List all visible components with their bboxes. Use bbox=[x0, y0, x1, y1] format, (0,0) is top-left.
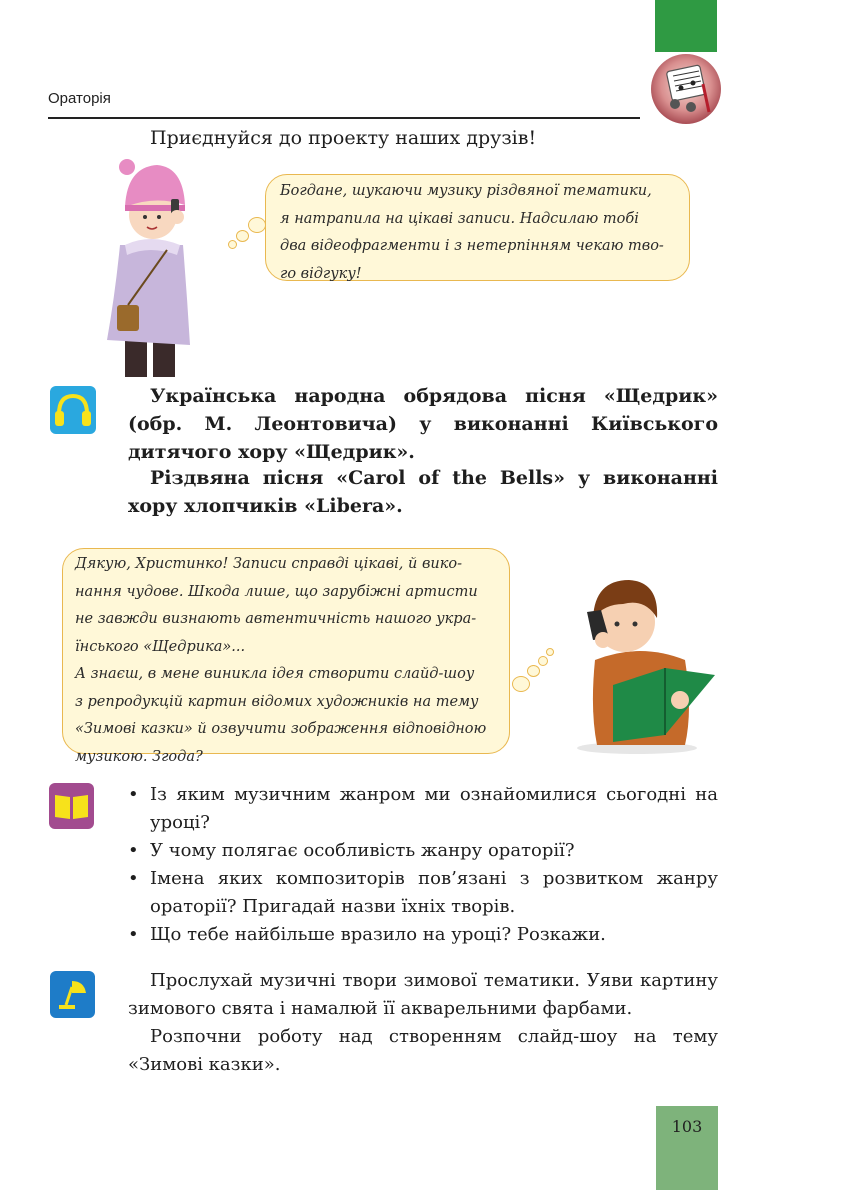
listening-song-1: Українська народна обрядова пісня «Щедрик» (обр. М. Леонтовича) у виконанні Київського дитячого хору «Щедрик». bbox=[128, 385, 718, 463]
header-divider bbox=[48, 117, 640, 119]
bubble-line: я натрапила на цікаві записи. Надсилаю тобі bbox=[280, 210, 639, 227]
open-book-icon bbox=[49, 783, 94, 829]
bubble-line: нання чудове. Шкода лише, що зарубіжні артисти bbox=[75, 583, 478, 600]
question-item: • Що тебе найбільше вразило на уроці? Розкажи. bbox=[128, 921, 718, 949]
bubble-dot bbox=[538, 656, 548, 666]
bubble-dot bbox=[546, 648, 554, 656]
boy-illustration bbox=[565, 560, 720, 755]
bubble-dot bbox=[527, 665, 540, 677]
girl-illustration bbox=[95, 155, 215, 377]
bubble-dot bbox=[236, 230, 249, 242]
review-questions-list bbox=[128, 781, 718, 949]
bubble-line: не завжди визнають автентичність нашого укра- bbox=[75, 611, 477, 627]
music-notes-badge-icon bbox=[651, 54, 721, 124]
question-item: • Із яким музичним жанром ми ознайомилися сьогодні на уроці? bbox=[128, 781, 718, 837]
section-title: Ораторія bbox=[48, 90, 111, 107]
boy-speech-bubble bbox=[62, 548, 510, 765]
bubble-line: музикою. Згода? bbox=[75, 748, 203, 765]
bubble-line: їнського «Щедрика»... bbox=[75, 638, 246, 655]
headphones-icon bbox=[50, 386, 96, 434]
bubble-line: А знаєш, в мене виникла ідея створити слайд-шоу bbox=[75, 666, 475, 682]
bubble-line: з репродукцій картин відомих художників на тему bbox=[75, 693, 479, 710]
bubble-line: Дякую, Христинко! Записи справді цікаві, й вико- bbox=[75, 556, 463, 572]
bubble-dot bbox=[228, 240, 237, 249]
bubble-line: Богдане, шукаючи музику різдвяної тематики, bbox=[280, 183, 652, 199]
bubble-dot bbox=[248, 217, 266, 233]
bubble-line: два відеофрагменти і з нетерпінням чекаю тво- bbox=[280, 238, 664, 254]
creative-task-1: Прослухай музичні твори зимової тематики. Уяви картину зимового свята і намалюй її акварельними фарбами. bbox=[128, 970, 718, 1019]
project-invite-text: Приєднуйся до проекту наших друзів! bbox=[150, 127, 537, 149]
question-item: • У чому полягає особливість жанру ораторії? bbox=[128, 837, 718, 865]
girl-speech-bubble bbox=[265, 174, 690, 281]
bubble-dot bbox=[512, 676, 530, 692]
desk-lamp-icon bbox=[50, 971, 95, 1018]
top-color-tab bbox=[655, 0, 717, 52]
page-number: 103 bbox=[671, 1117, 703, 1136]
bubble-line: го відгуку! bbox=[280, 265, 362, 282]
creative-task-2: Розпочни роботу над створенням слайд-шоу на тему «Зимові казки». bbox=[128, 1026, 718, 1075]
listening-song-2: Різдвяна пісня «Carol of the Bells» у виконанні хору хлопчиків «Libera». bbox=[128, 467, 718, 517]
bubble-line: «Зимові казки» й озвучити зображення відповідною bbox=[75, 721, 487, 737]
question-item: • Імена яких композиторів пов’язані з розвитком жанру ораторії? Пригадай назви їхніх творів. bbox=[128, 865, 718, 921]
